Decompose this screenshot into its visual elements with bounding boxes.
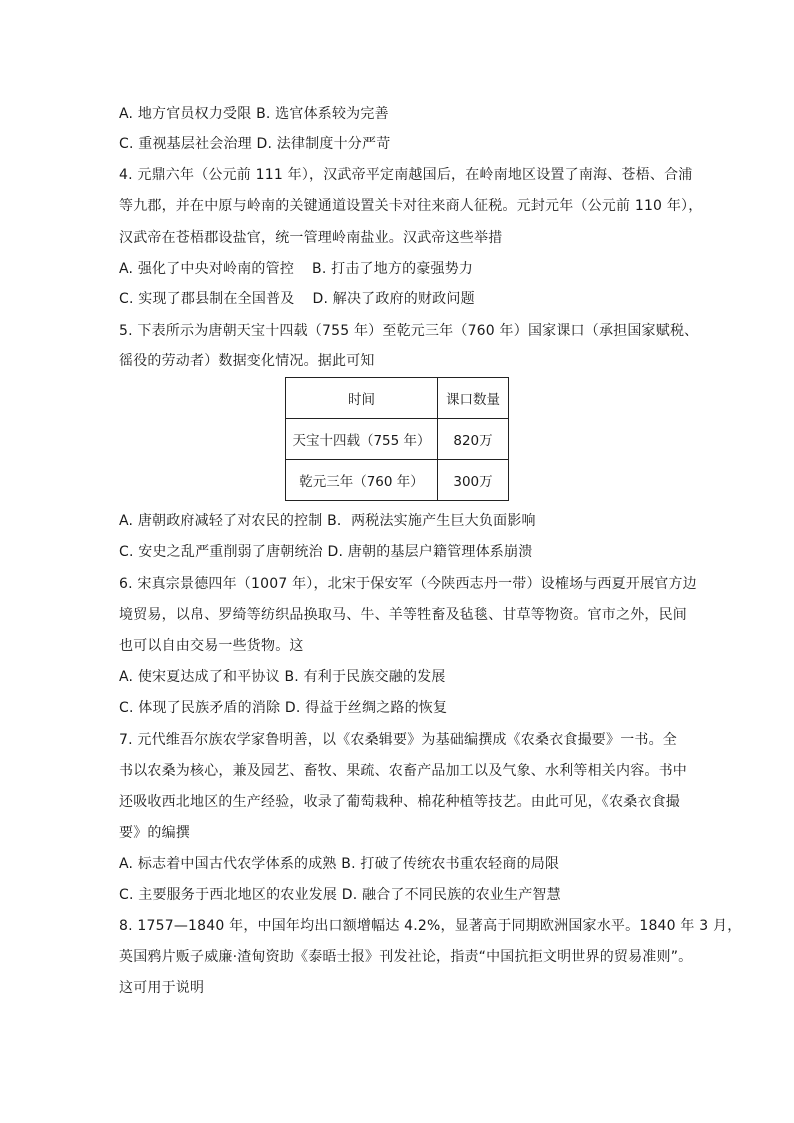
- q4-options-ab: [119, 260, 473, 278]
- q4-stem-line1: 4. 元鼎六年（公元前 111 年），汉武帝平定南越国后，在岭南地区设置了南海、苍梧、合浦: [119, 167, 693, 183]
- q4-stem-line3: 汉武帝在苍梧郡设盐官，统一管理岭南盐业。汉武帝这些举措: [119, 230, 503, 246]
- q8-stem-line3: 这可用于说明: [119, 980, 205, 996]
- q6-options-cd: C. 体现了民族矛盾的消除 D. 得益于丝绸之路的恢复: [119, 700, 448, 716]
- q7-stem-line2: 书以农桑为核心，兼及园艺、畜牧、果疏、农畜产品加工以及气象、水利等相关内容。书中: [119, 763, 687, 779]
- table-row: [286, 419, 509, 460]
- q7-options-cd: C. 主要服务于西北地区的农业发展 D. 融合了不同民族的农业生产智慧: [119, 887, 561, 903]
- table-header-row: [286, 378, 509, 419]
- q5-stem-line1: 5. 下表所示为唐朝天宝十四载（755 年）至乾元三年（760 年）国家课口（承担国家赋税、: [119, 323, 699, 339]
- q3-options-ab: A. 地方官员权力受限 B. 选官体系较为完善: [119, 106, 389, 122]
- q4-options-cd: [119, 290, 475, 308]
- q7-options-ab: A. 标志着中国古代农学体系的成熟 B. 打破了传统农书重农轻商的局限: [119, 856, 560, 872]
- q6-stem-line1: 6. 宋真宗景德四年（1007 年），北宋于保安军（今陕西志丹一带）设榷场与西夏开展官方边: [119, 576, 697, 592]
- table-cell-time: 天宝十四载（755 年）: [286, 419, 438, 460]
- q6-stem-line3: 也可以自由交易一些货物。这: [119, 638, 304, 654]
- q5-options-cd: C. 安史之乱严重削弱了唐朝统治 D. 唐朝的基层户籍管理体系崩溃: [119, 544, 533, 560]
- table-header-time: 时间: [286, 378, 438, 419]
- q4-stem-line2: 等九郡，并在中原与岭南的关键通道设置关卡对往来商人征税。元封元年（公元前 110 年），: [119, 198, 703, 214]
- q7-stem-line4: 要》的编撰: [119, 825, 190, 841]
- q8-stem-line2: 英国鸦片贩子威廉·渣甸资助《泰晤士报》刊发社论，指责“中国抗拒文明世界的贸易准则”。: [119, 949, 693, 965]
- q4-option-d: D. 解决了政府的财政问题: [312, 291, 475, 307]
- q8-stem-line1: 8. 1757—1840 年，中国年均出口额增幅达 4.2%，显著高于同期欧洲国家水平。1840 年 3 月，: [119, 918, 742, 934]
- table-cell-time: 乾元三年（760 年）: [286, 460, 438, 501]
- q7-stem-line1: 7. 元代维吾尔族农学家鲁明善，以《农桑辑要》为基础编撰成《农桑衣食撮要》一书。全: [119, 732, 678, 748]
- q4-option-a: A. 强化了中央对岭南的管控: [119, 261, 295, 277]
- q7-stem-line3: 还吸收西北地区的生产经验，收录了葡萄栽种、棉花种植等技艺。由此可见，《农桑衣食撮: [119, 794, 680, 810]
- table-header-count: 课口数量: [438, 378, 509, 419]
- q6-options-ab: A. 使宋夏达成了和平协议 B. 有利于民族交融的发展: [119, 669, 446, 685]
- q5-options-ab: A. 唐朝政府减轻了对农民的控制 B．两税法实施产生巨大负面影响: [119, 513, 536, 529]
- keko-table: [285, 377, 509, 501]
- q5-stem-line2: 徭役的劳动者）数据变化情况。据此可知: [119, 353, 375, 369]
- table-row: [286, 460, 509, 501]
- q4-option-c: C. 实现了郡县制在全国普及: [119, 291, 295, 307]
- q4-option-b: B. 打击了地方的豪强势力: [312, 261, 474, 277]
- table-cell-count: 300万: [438, 460, 509, 501]
- q3-options-cd: C. 重视基层社会治理 D. 法律制度十分严苛: [119, 136, 391, 152]
- q6-stem-line2: 境贸易，以帛、罗绮等纺织品换取马、牛、羊等牲畜及毡毯、甘草等物资。官市之外，民间: [119, 607, 687, 623]
- table-cell-count: 820万: [438, 419, 509, 460]
